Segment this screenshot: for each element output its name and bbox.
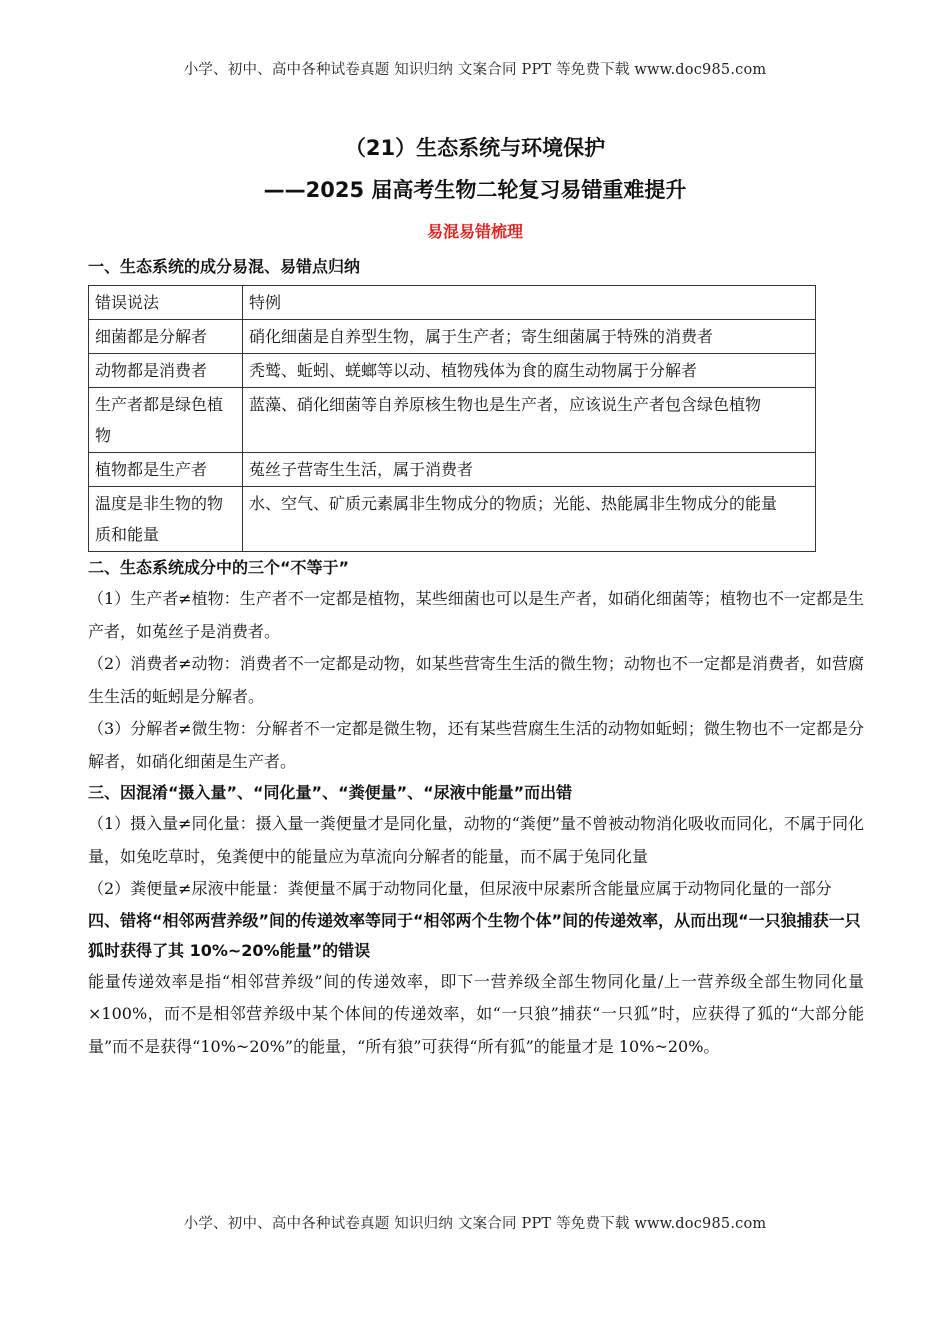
table-cell: 细菌都是分解者 [89, 320, 243, 354]
table-row [89, 388, 816, 453]
section3-heading: 三、因混淆“摄入量”、“同化量”、“粪便量”、“尿液中能量”而出错 [88, 783, 573, 802]
table-row [89, 320, 816, 354]
table-cell: 水、空气、矿质元素属非生物成分的物质；光能、热能属非生物成分的能量 [243, 487, 816, 552]
table-header-cell: 特例 [243, 286, 816, 320]
subtitle: 易混易错梳理 [426, 222, 523, 241]
table-row [89, 354, 816, 388]
section4-heading: 四、错将“相邻两营养级”间的传递效率等同于“相邻两个生物个体”间的传递效率，从而出现“一只狼捕获一只狐时获得了其 10%~20%能量”的错误 [88, 910, 861, 960]
table-cell: 温度是非生物的物质和能量 [89, 487, 243, 552]
paragraph: （2）粪便量≠尿液中能量：粪便量不属于动物同化量，但尿液中尿素所含能量应属于动物同化量的一部分 [88, 879, 832, 898]
paragraph: （1）生产者≠植物：生产者不一定都是植物，某些细菌也可以是生产者，如硝化细菌等；植物也不一定都是生产者，如菟丝子是消费者。 [88, 589, 864, 641]
section2-heading: 二、生态系统成分中的三个“不等于” [88, 558, 350, 577]
table-cell: 植物都是生产者 [89, 453, 243, 487]
paragraph: （3）分解者≠微生物：分解者不一定都是微生物，还有某些营腐生生活的动物如蚯蚓；微生物也不一定都是分解者，如硝化细菌是生产者。 [88, 719, 864, 771]
table-row [89, 453, 816, 487]
table-header-cell: 错误说法 [89, 286, 243, 320]
title-line-1: （21）生态系统与环境保护 [344, 136, 606, 160]
table-cell: 菟丝子营寄生生活，属于消费者 [243, 453, 816, 487]
paragraph: 能量传递效率是指“相邻营养级”间的传递效率，即下一营养级全部生物同化量/上一营养级全部生物同化量×100%，而不是相邻营养级中某个体间的传递效率，如“一只狼”捕获“一只狐”时，应获得了狐的“大部分能量”而不是获得“10%~20%”的能量，“所有狼”可获得“所有狐”的能量才是 10%~20%。 [88, 971, 864, 1056]
content [88, 252, 864, 1063]
table-cell: 动物都是消费者 [89, 354, 243, 388]
title-line-2: ——2025 届高考生物二轮复习易错重难提升 [263, 178, 687, 202]
table-cell: 秃鹫、蚯蚓、蜣螂等以动、植物残体为食的腐生动物属于分解者 [243, 354, 816, 388]
table-cell: 硝化细菌是自养型生物，属于生产者；寄生细菌属于特殊的消费者 [243, 320, 816, 354]
page-footer: 小学、初中、高中各种试卷真题 知识归纳 文案合同 PPT 等免费下载 www.doc985.com [183, 1216, 767, 1232]
table-cell: 生产者都是绿色植物 [89, 388, 243, 453]
components-table [88, 285, 816, 552]
table-cell: 蓝藻、硝化细菌等自养原核生物也是生产者，应该说生产者包含绿色植物 [243, 388, 816, 453]
section1-heading: 一、生态系统的成分易混、易错点归纳 [88, 257, 361, 276]
table-header-row [89, 286, 816, 320]
paragraph: （2）消费者≠动物：消费者不一定都是动物，如某些营寄生生活的微生物；动物也不一定都是消费者，如营腐生生活的蚯蚓是分解者。 [88, 654, 864, 706]
page-header: 小学、初中、高中各种试卷真题 知识归纳 文案合同 PPT 等免费下载 www.doc985.com [183, 62, 767, 78]
paragraph: （1）摄入量≠同化量：摄入量一粪便量才是同化量，动物的“粪便”量不曾被动物消化吸收而同化，不属于同化量，如兔吃草时，兔粪便中的能量应为草流向分解者的能量，而不属于兔同化量 [88, 814, 864, 866]
table-row [89, 487, 816, 552]
